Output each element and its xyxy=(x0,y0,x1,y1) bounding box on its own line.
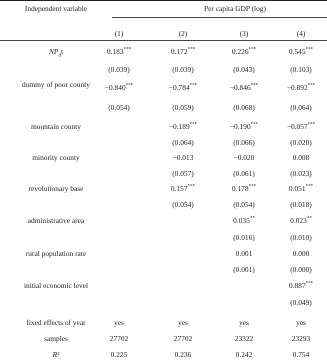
cell: 0.226*** xyxy=(231,47,257,56)
row-label-mountain-county: mountain county xyxy=(31,122,81,131)
col-header-4: (4) xyxy=(296,29,306,38)
se-cell: (0.066) xyxy=(233,138,255,147)
cell: −0.190*** xyxy=(229,122,259,131)
cell: 0.172*** xyxy=(170,47,196,56)
cell: −0.013 xyxy=(172,153,194,162)
cell: 0.001 xyxy=(235,249,253,258)
se-cell: (0.001) xyxy=(233,265,255,274)
cell: 0.157*** xyxy=(170,184,196,193)
cell: −0.057*** xyxy=(286,122,316,131)
se-cell: (0.064) xyxy=(172,138,194,147)
cell: 23322 xyxy=(234,334,254,343)
cell: 0.051*** xyxy=(288,184,314,193)
top-rule xyxy=(0,0,327,1)
row-label-minority-county: minority county xyxy=(32,153,80,162)
se-cell: (0.068) xyxy=(233,103,255,112)
header-rule xyxy=(0,40,327,41)
row-label-rural-population-rate: rural population rate xyxy=(25,249,87,258)
cell: 0.000 xyxy=(292,249,310,258)
cell: −0.784*** xyxy=(168,83,198,92)
se-cell: (0.016) xyxy=(233,233,255,242)
row-label-revolutionary-base: revolutionary base xyxy=(28,184,84,193)
cell: 23293 xyxy=(291,334,311,343)
col-header-1: (1) xyxy=(114,29,124,38)
row-label-fixed-effects: fixed effects of year xyxy=(26,318,86,327)
se-cell: (0.039) xyxy=(172,65,194,74)
cell: yes xyxy=(296,318,306,327)
se-cell: (0.010) xyxy=(290,233,312,242)
cell: 0.183*** xyxy=(106,47,132,56)
se-cell: (0.057) xyxy=(172,169,194,178)
se-cell: (0.054) xyxy=(172,200,194,209)
cell: 0.754 xyxy=(292,350,310,359)
cell: 0.008 xyxy=(292,153,310,162)
cell: −0.846*** xyxy=(229,83,259,92)
cell: 0.236 xyxy=(174,350,192,359)
cell: 27702 xyxy=(109,334,129,343)
se-cell: (0.103) xyxy=(290,65,312,74)
se-cell: (0.059) xyxy=(172,103,194,112)
row-label-r-squared: R² xyxy=(52,350,60,359)
cell: 27702 xyxy=(173,334,193,343)
cell: 0.887*** xyxy=(288,281,314,290)
cell: −0.840*** xyxy=(104,83,134,92)
cell: −0.892*** xyxy=(286,83,316,92)
cell: 0.242 xyxy=(235,350,253,359)
cell: yes xyxy=(114,318,124,327)
se-cell: (0.054) xyxy=(233,200,255,209)
cell: 0.545*** xyxy=(288,47,314,56)
se-cell: (0.000) xyxy=(290,265,312,274)
cell: 0.178*** xyxy=(231,184,257,193)
row-label-administrative-area: administrative area xyxy=(27,216,85,225)
cell: 0.225 xyxy=(110,350,128,359)
cell: 0.023** xyxy=(290,216,312,225)
cell: yes xyxy=(178,318,188,327)
col-header-2: (2) xyxy=(178,29,188,38)
row-label-initial-economic-level: initial economic level xyxy=(23,281,89,290)
cell: −0.020 xyxy=(233,153,255,162)
se-cell: (0.023) xyxy=(290,169,312,178)
column-header-independent-variable: Independent variable xyxy=(24,4,88,13)
col-header-3: (3) xyxy=(239,29,249,38)
cell: −0.189*** xyxy=(168,122,198,131)
row-label-npd: $NP_dt$ xyxy=(48,47,63,59)
span-header-per-capita-gdp: Per capita GDP (log) xyxy=(204,4,266,13)
se-cell: (0.043) xyxy=(233,65,255,74)
row-label-samples: samples xyxy=(44,334,68,343)
se-cell: (0.064) xyxy=(290,103,312,112)
cell: 0.035** xyxy=(233,216,255,225)
row-label-dummy-poor-county: dummy of poor county xyxy=(22,80,90,89)
se-cell: (0.054) xyxy=(108,103,130,112)
se-cell: (0.020) xyxy=(290,138,312,147)
se-cell: (0.039) xyxy=(108,65,130,74)
se-cell: (0.049) xyxy=(290,298,312,307)
span-underline xyxy=(112,17,327,18)
se-cell: (0.018) xyxy=(290,200,312,209)
cell: yes xyxy=(239,318,249,327)
se-cell: (0.061) xyxy=(233,169,255,178)
